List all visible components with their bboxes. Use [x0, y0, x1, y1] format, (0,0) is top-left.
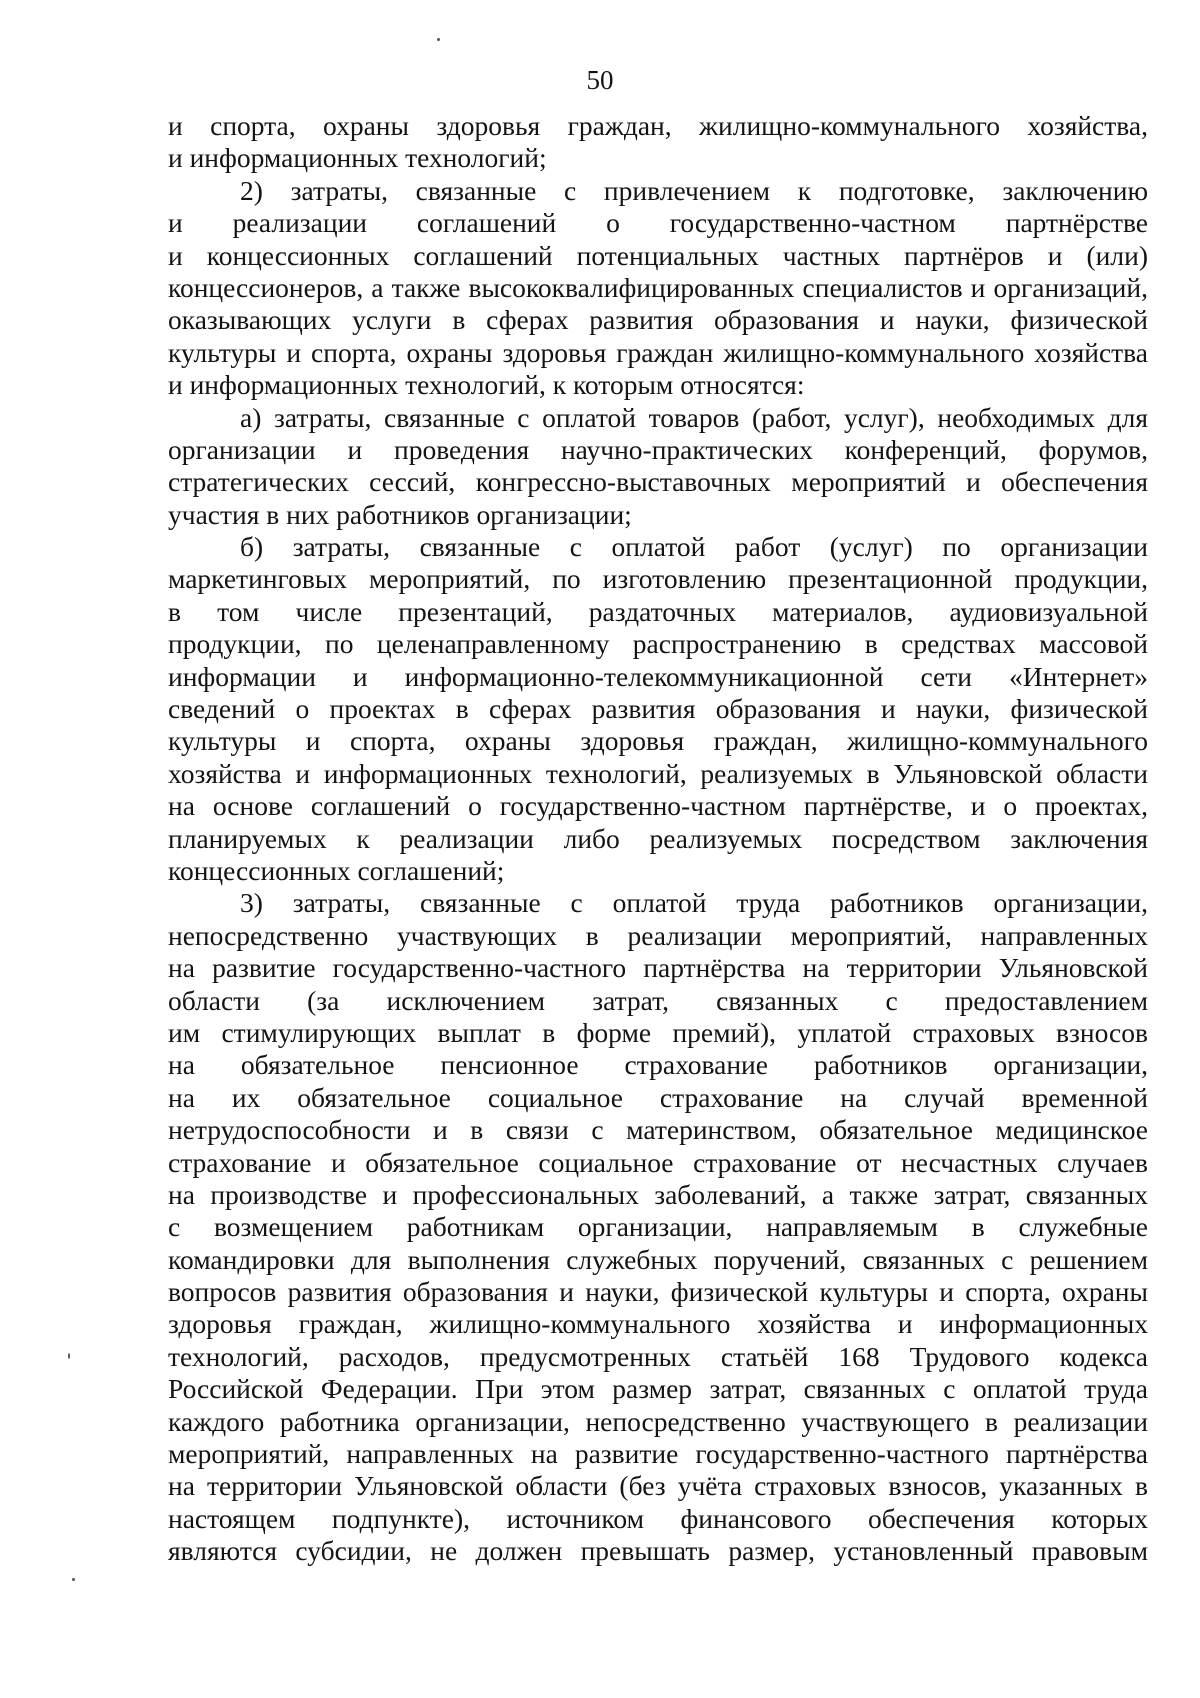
text-line: концессионеров, а также высококвалифицированных специалистов и организаций,	[168, 271, 1148, 303]
text-line: командировки для выполнения служебных поручений, связанных с решением	[168, 1243, 1148, 1275]
text-line: на обязательное пенсионное страхование работников организации,	[168, 1049, 1148, 1081]
text-line: на производстве и профессиональных заболеваний, а также затрат, связанных	[168, 1178, 1148, 1210]
text-line: и информационных технологий, к которым относятся:	[168, 369, 805, 401]
text-line: б) затраты, связанные с оплатой работ (услуг) по организации	[240, 531, 1148, 563]
text-line: на развитие государственно-частного партнёрства на территории Ульяновской	[168, 952, 1148, 984]
text-line: им стимулирующих выплат в форме премий), уплатой страховых взносов	[168, 1016, 1148, 1048]
text-line: хозяйства и информационных технологий, реализуемых в Ульяновской области	[168, 757, 1148, 789]
text-line: участия в них работников организации;	[168, 498, 632, 530]
text-line: каждого работника организации, непосредственно участвующего в реализации	[168, 1405, 1148, 1437]
text-line: культуры и спорта, охраны здоровья граждан жилищно-коммунального хозяйства	[168, 336, 1148, 368]
text-line: здоровья граждан, жилищно-коммунального хозяйства и информационных	[168, 1308, 1148, 1340]
text-line: и реализации соглашений о государственно-частном партнёрстве	[168, 207, 1148, 239]
text-line: настоящем подпункте), источником финансового обеспечения которых	[168, 1502, 1148, 1534]
text-line: оказывающих услуги в сферах развития образования и науки, физической	[168, 304, 1148, 336]
text-line: 3) затраты, связанные с оплатой труда работников организации,	[240, 887, 1148, 919]
text-line: сведений о проектах в сферах развития образования и науки, физической	[168, 693, 1148, 725]
text-line: с возмещением работникам организации, направляемым в служебные	[168, 1211, 1148, 1243]
text-line: страхование и обязательное социальное страхование от несчастных случаев	[168, 1146, 1148, 1178]
text-line: культуры и спорта, охраны здоровья граждан, жилищно-коммунального	[168, 725, 1148, 757]
scan-speck	[72, 1578, 75, 1581]
text-line: на их обязательное социальное страхование на случай временной	[168, 1081, 1148, 1113]
text-line: и спорта, охраны здоровья граждан, жилищно-коммунального хозяйства,	[168, 110, 1148, 141]
text-line: области (за исключением затрат, связанных с предоставлением	[168, 984, 1148, 1016]
text-line: маркетинговых мероприятий, по изготовлению презентационной продукции,	[168, 563, 1148, 595]
text-line: на территории Ульяновской области (без учёта страховых взносов, указанных в	[168, 1470, 1148, 1502]
text-line: стратегических сессий, конгрессно-выставочных мероприятий и обеспечения	[168, 466, 1148, 498]
page-number: 50	[586, 65, 614, 95]
text-line: организации и проведения научно-практических конференций, форумов,	[168, 433, 1148, 465]
text-line: концессионных соглашений;	[168, 854, 505, 886]
text-line: являются субсидии, не должен превышать размер, установленный правовым	[168, 1535, 1148, 1567]
text-line: непосредственно участвующих в реализации мероприятий, направленных	[168, 919, 1148, 951]
text-line: а) затраты, связанные с оплатой товаров (работ, услуг), необходимых для	[240, 401, 1148, 433]
scan-speck	[437, 38, 440, 41]
text-line: планируемых к реализации либо реализуемых посредством заключения	[168, 822, 1148, 854]
text-line: на основе соглашений о государственно-частном партнёрстве, и о проектах,	[168, 790, 1148, 822]
text-line: вопросов развития образования и науки, физической культуры и спорта, охраны	[168, 1276, 1148, 1308]
text-line: Российской Федерации. При этом размер затрат, связанных с оплатой труда	[168, 1373, 1148, 1405]
scan-speck	[68, 1353, 70, 1359]
document-body	[168, 110, 1148, 1568]
text-line: 2) затраты, связанные с привлечением к подготовке, заключению	[240, 174, 1148, 206]
text-line: продукции, по целенаправленному распространению в средствах массовой	[168, 628, 1148, 660]
text-line: в том числе презентаций, раздаточных материалов, аудиовизуальной	[168, 595, 1148, 627]
text-line: и концессионных соглашений потенциальных частных партнёров и (или)	[168, 239, 1148, 271]
text-line: мероприятий, направленных на развитие государственно-частного партнёрства	[168, 1438, 1148, 1470]
text-line: и информационных технологий;	[168, 142, 547, 174]
text-line: информации и информационно-телекоммуникационной сети «Интернет»	[168, 660, 1148, 692]
text-line: технологий, расходов, предусмотренных статьёй 168 Трудового кодекса	[168, 1340, 1148, 1372]
text-line: нетрудоспособности и в связи с материнством, обязательное медицинское	[168, 1114, 1148, 1146]
